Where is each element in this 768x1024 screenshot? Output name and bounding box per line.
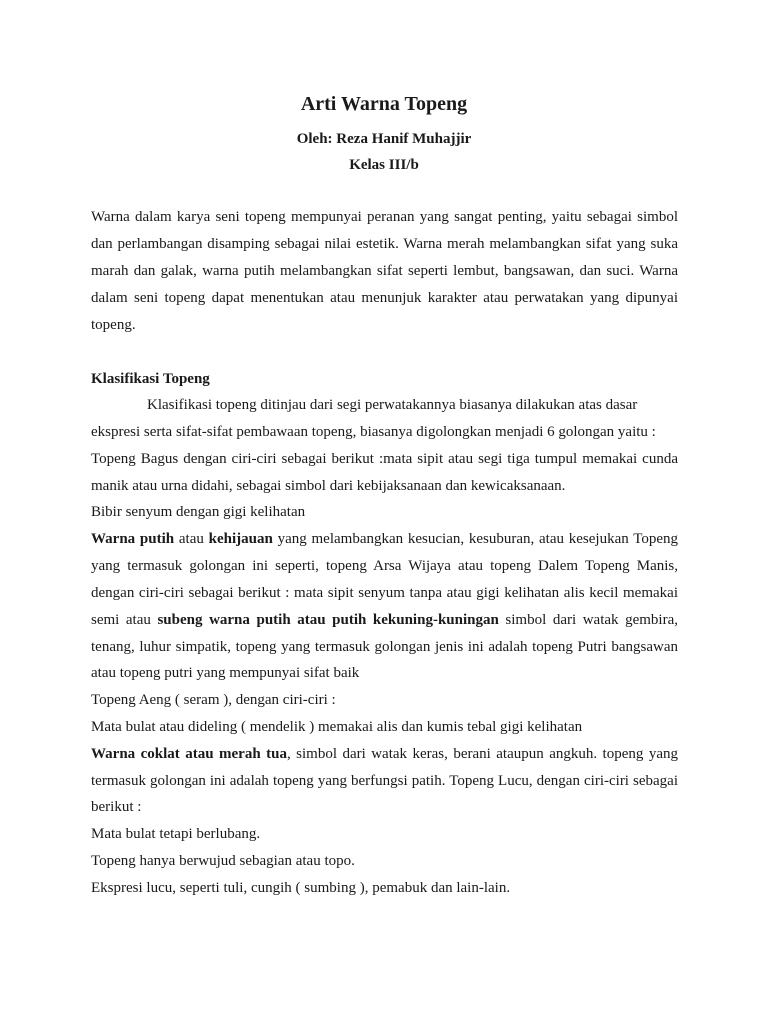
paragraph-text: yang melambangkan kesucian, kesuburan, atau kesejukan Topeng — [272, 531, 678, 547]
paragraph-line — [91, 745, 678, 763]
paragraph-line: Topeng Bagus dengan ciri-ciri sebagai berikut :mata sipit atau segi tiga tumpul memakai cunda — [91, 451, 678, 467]
paragraph-line — [91, 611, 678, 629]
paragraph-line: Ekspresi lucu, seperti tuli, cungih ( sumbing ), pemabuk dan lain-lain. — [91, 880, 511, 896]
intro-line: topeng. — [91, 317, 136, 333]
emphasis-text: kehijauan — [208, 531, 273, 547]
intro-line: dan perlambangan disamping sebagai nilai estetik. Warna merah melambangkan sifat yang suka — [91, 236, 678, 252]
paragraph-line: Mata bulat atau dideling ( mendelik ) memakai alis dan kumis tebal gigi kelihatan — [91, 719, 583, 735]
document-title: Arti Warna Topeng — [300, 93, 468, 115]
paragraph-line: tenang, luhur simpatik, topeng yang termasuk golongan jenis ini adalah topeng Putri bangsawan — [91, 639, 678, 655]
author-line: Oleh: Reza Hanif Muhajjir — [296, 131, 472, 147]
class-line: Kelas III/b — [349, 157, 419, 173]
paragraph-line: Klasifikasi topeng ditinjau dari segi perwatakannya biasanya dilakukan atas dasar — [147, 397, 638, 413]
paragraph-text: semi atau — [91, 612, 158, 628]
intro-line: marah dan galak, warna putih melambangkan sifat seperti lembut, bangsawan, dan suci. Warna — [91, 263, 678, 279]
intro-line: Warna dalam karya seni topeng mempunyai peranan yang sangat penting, yaitu sebagai simbol — [91, 209, 678, 225]
paragraph-text: atau — [174, 531, 209, 547]
paragraph-line: termasuk golongan ini adalah topeng yang berfungsi patih. Topeng Lucu, dengan ciri-ciri sebagai — [91, 773, 678, 789]
paragraph-line: Bibir senyum dengan gigi kelihatan — [91, 504, 306, 520]
paragraph-line: Topeng hanya berwujud sebagian atau topo. — [91, 853, 355, 869]
emphasis-text: Warna putih — [91, 531, 175, 547]
paragraph-line — [91, 530, 678, 548]
paragraph-line: berikut : — [91, 799, 142, 815]
emphasis-text: subeng warna putih atau putih kekuning-kuningan — [157, 612, 499, 628]
paragraph-line: Topeng Aeng ( seram ), dengan ciri-ciri : — [91, 692, 336, 708]
paragraph-line: yang termasuk golongan ini seperti, topeng Arsa Wijaya atau topeng Dalem Topeng Manis, — [91, 558, 678, 574]
intro-line: dalam seni topeng dapat menentukan atau menunjuk karakter atau perwatakan yang dipunyai — [91, 290, 678, 306]
paragraph-line: ekspresi serta sifat-sifat pembawaan topeng, biasanya digolongkan menjadi 6 golongan yaitu : — [91, 424, 656, 440]
paragraph-line: manik atau urna didahi, sebagai simbol dari kebijaksanaan dan kewicaksanaan. — [91, 478, 566, 494]
paragraph-line: dengan ciri-ciri sebagai berikut : mata sipit senyum tanpa atau gigi kelihatan alis kecil memakai — [91, 585, 678, 601]
paragraph-text: simbol dari watak gembira, — [498, 612, 678, 628]
section-heading: Klasifikasi Topeng — [91, 371, 210, 387]
paragraph-text: , simbol dari watak keras, berani ataupun angkuh. topeng yang — [286, 746, 678, 762]
paragraph-line: atau topeng putri yang mempunyai sifat baik — [91, 665, 360, 681]
paragraph-line: Mata bulat tetapi berlubang. — [91, 826, 261, 842]
emphasis-text: Warna coklat atau merah tua — [91, 746, 287, 762]
